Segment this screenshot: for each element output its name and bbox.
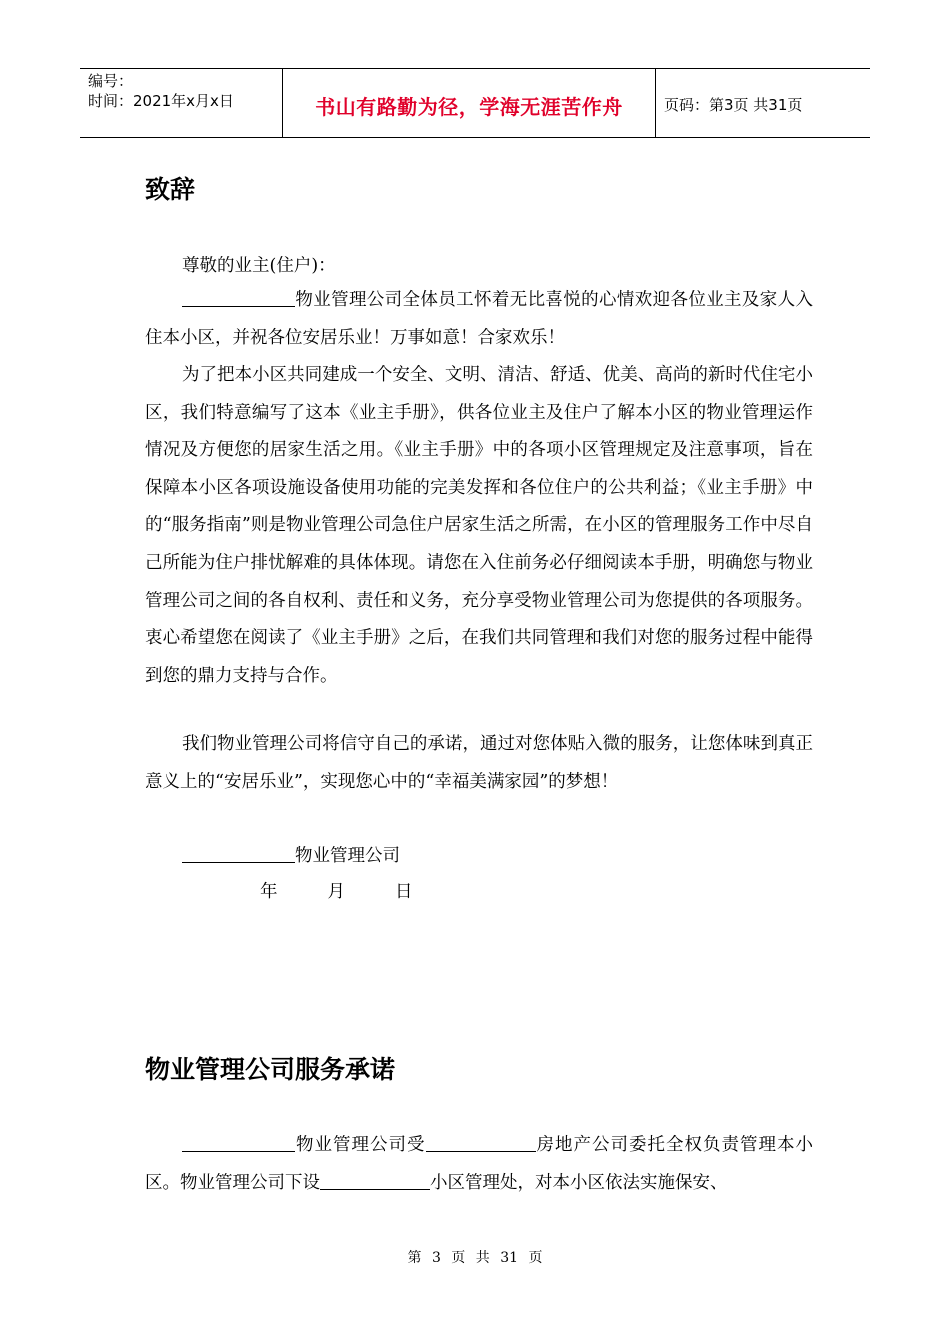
- commitment-title: 物业管理公司服务承诺: [145, 1055, 396, 1084]
- welcome-p1-text: 物业管理公司全体员工怀着无比喜悦的心情欢迎各位业主及家人入住本小区，并祝各位安居乐业！万事如意！合家欢乐！: [145, 290, 813, 348]
- welcome-greeting: [145, 248, 813, 286]
- commitment-paragraph-1: [145, 1127, 813, 1202]
- page-header: [80, 68, 870, 138]
- date-month: 月: [327, 882, 345, 902]
- blank-company-name-2: [182, 1132, 295, 1152]
- signature-date: [260, 878, 413, 903]
- document-date-label: 时间：2021年x月x日: [88, 92, 234, 110]
- header-meta: [80, 69, 282, 137]
- signature-line: [182, 842, 400, 867]
- welcome-paragraph-3: 我们物业管理公司将信守自己的承诺，通过对您体贴入微的服务，让您体味到真正意义上的“安居乐业”，实现您心中的“幸福美满家园”的梦想！: [145, 734, 813, 792]
- page-footer: 第 3 页 共 31 页: [407, 1250, 543, 1266]
- commitment-text-b: 房地产公司委托全权负责管理本小区。物业管理公司下设: [145, 1135, 813, 1193]
- welcome-paragraph-2: 为了把本小区共同建成一个安全、文明、清洁、舒适、优美、高尚的新时代住宅小区，我们特意编写了这本《业主手册》，供各位业主及住户了解本小区的物业管理运作情况及方便您的居家生活之用。《业主手册》中的各项小区管理规定及注意事项，旨在保障本小区各项设施设备使用功能的完美发挥和各位住户的公共利益；《业主手册》中的“服务指南”则是物业管理公司急住户居家生活之所需，在小区的管理服务工作中尽自己所能为住户排忧解难的具体体现。请您在入住前务必仔细阅读本手册，明确您与物业管理公司之间的各自权利、责任和义务，充分享受物业管理公司为您提供的各项服务。衷心希望您在阅读了《业主手册》之后，在我们共同管理和我们对您的服务过程中能得到您的鼎力支持与合作。: [145, 365, 813, 686]
- blank-signature-company: [182, 843, 295, 863]
- blank-company-name: [182, 287, 295, 307]
- welcome-title: 致辞: [145, 175, 196, 204]
- greeting-text: 尊敬的业主(住户)：: [182, 256, 336, 276]
- signature-text: 物业管理公司: [295, 846, 400, 866]
- header-page-info: 页码：第3页 共31页: [664, 95, 803, 114]
- header-motto: 书山有路勤为径，学海无涯苦作舟: [282, 69, 656, 137]
- welcome-paragraph-1: [145, 282, 813, 357]
- document-number-label: 编号：: [88, 72, 134, 90]
- date-year: 年: [260, 882, 278, 902]
- commitment-text-a: 物业管理公司受: [295, 1135, 426, 1155]
- commitment-text-c: 小区管理处，对本小区依法实施保安、: [430, 1172, 728, 1193]
- date-day: 日: [395, 882, 413, 902]
- blank-community-name: [320, 1170, 430, 1190]
- blank-developer-name: [426, 1132, 536, 1152]
